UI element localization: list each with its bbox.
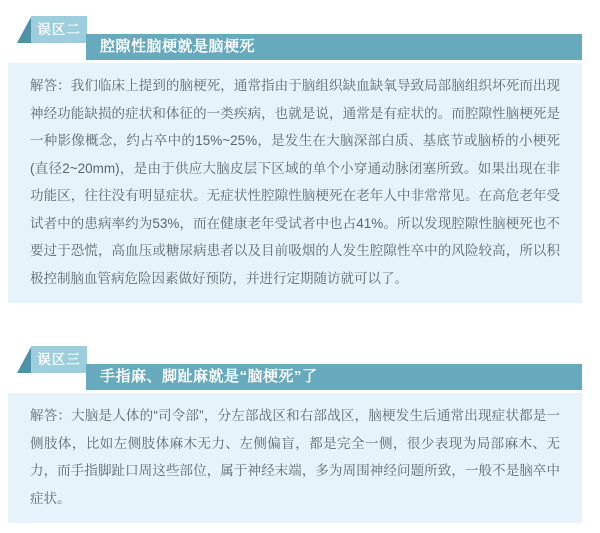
ribbon-fold-decoration bbox=[17, 17, 31, 43]
ribbon-fold-decoration bbox=[17, 347, 31, 373]
section-title: 腔隙性脑梗就是脑梗死 bbox=[86, 34, 582, 60]
answer-panel bbox=[8, 63, 582, 303]
answer-text: 解答：大脑是人体的“司令部”，分左部战区和右部战区，脑梗发生后通常出现症状都是一侧肢体，比如左侧肢体麻木无力、左侧偏盲，都是完全一侧，很少表现为局部麻木、无力，而手指脚趾口周这些部位，属于神经末端，多为周围神经问题所致，一般不是脑卒中症状。 bbox=[30, 408, 560, 506]
section-title: 手指麻、脚趾麻就是“脑梗死”了 bbox=[86, 364, 582, 390]
myth-badge: 误区三 bbox=[31, 346, 87, 373]
answer-text: 解答：我们临床上提到的脑梗死，通常指由于脑组织缺血缺氧导致局部脑组织坏死而出现神经功能缺损的症状和体征的一类疾病，也就是说，通常是有症状的。而腔隙性脑梗死是一种影像概念，约占卒中的15%~25%，是发生在大脑深部白质、基底节或脑桥的小梗死(直径2~20mm)，是由于供应大脑皮层下区域的单个小穿通动脉闭塞所致。如果出现在非功能区，往往没有明显症状。无症状性腔隙性脑梗死在老年人中非常常见。在高危老年受试者中的患病率约为53%，而在健康老年受试者中也占41%。所以发现腔隙性脑梗死也不要过于恐慌，高血压或糖尿病患者以及目前吸烟的人发生腔隙性卒中的风险较高，所以积极控制脑血管病危险因素做好预防，并进行定期随访就可以了。 bbox=[30, 78, 560, 286]
answer-panel bbox=[8, 393, 582, 523]
myth-badge: 误区二 bbox=[31, 16, 87, 43]
